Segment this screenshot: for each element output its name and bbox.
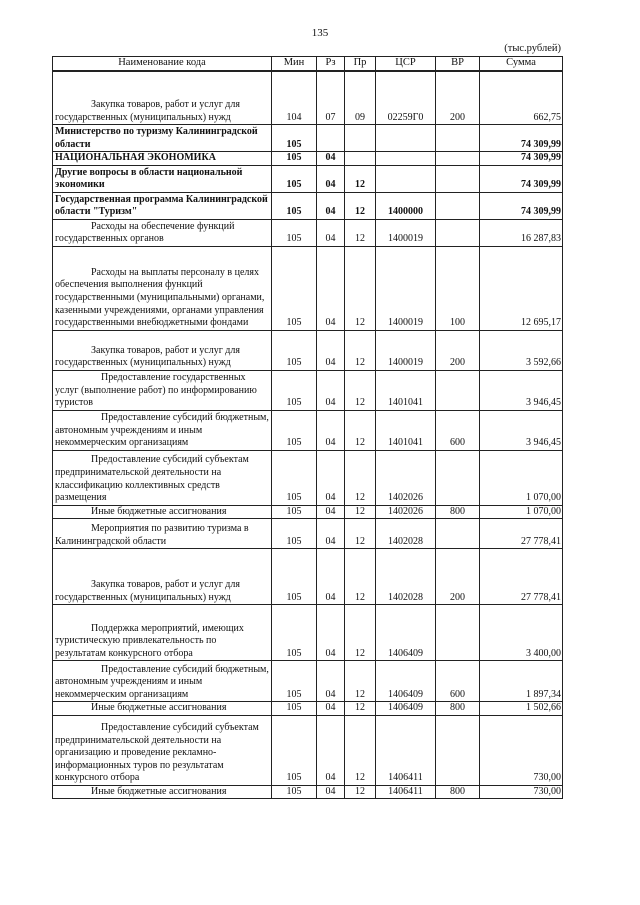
row-min: 105: [272, 410, 317, 450]
row-name: [53, 192, 272, 219]
table-row: [53, 370, 563, 410]
row-min: 105: [272, 165, 317, 192]
row-sum: 730,00: [480, 785, 563, 799]
row-name-text: Предоставление субсидий субъектам предпринимательской деятельности на классификацию коллективных средств размещения: [55, 454, 249, 504]
row-vr: 200: [436, 549, 480, 605]
row-csr: 02259Г0: [376, 71, 436, 125]
row-vr: [436, 715, 480, 785]
row-vr: [436, 125, 480, 152]
row-csr: 1402028: [376, 549, 436, 605]
table-row: [53, 702, 563, 716]
row-name: [53, 505, 272, 519]
row-vr: [436, 192, 480, 219]
row-min: 105: [272, 330, 317, 370]
row-csr: 1401041: [376, 370, 436, 410]
row-name: [53, 661, 272, 702]
row-name: [53, 71, 272, 125]
row-rz: 07: [317, 71, 345, 125]
table-row: [53, 715, 563, 785]
table-row: [53, 505, 563, 519]
row-min: 105: [272, 370, 317, 410]
row-vr: 600: [436, 410, 480, 450]
row-pr: [345, 125, 376, 152]
row-name-text: Мероприятия по развитию туризма в Калининградской области: [55, 523, 249, 547]
row-min: 105: [272, 661, 317, 702]
row-sum: 1 070,00: [480, 450, 563, 505]
row-pr: [345, 152, 376, 166]
header-min: Мин: [272, 57, 317, 71]
table-row: [53, 661, 563, 702]
row-name: [53, 715, 272, 785]
table-row: [53, 410, 563, 450]
row-csr: 1406409: [376, 702, 436, 716]
row-min: 105: [272, 450, 317, 505]
row-name: [53, 702, 272, 716]
table-row: [53, 165, 563, 192]
row-rz: 04: [317, 152, 345, 166]
row-name: [53, 219, 272, 246]
row-min: 105: [272, 505, 317, 519]
row-sum: 3 946,45: [480, 410, 563, 450]
row-sum: 74 309,99: [480, 125, 563, 152]
row-vr: [436, 219, 480, 246]
row-name-text: Иные бюджетные ассигнования: [91, 505, 227, 517]
row-vr: 200: [436, 71, 480, 125]
row-name-text: Расходы на обеспечение функций государственных органов: [55, 220, 235, 245]
row-csr: 1402028: [376, 519, 436, 549]
row-name-text: Министерство по туризму Калининградской области: [55, 125, 258, 150]
row-name: [53, 410, 272, 450]
row-rz: 04: [317, 370, 345, 410]
row-sum: 3 592,66: [480, 330, 563, 370]
table-row: [53, 549, 563, 605]
row-name-text: Иные бюджетные ассигнования: [91, 785, 227, 797]
units-label: (тыс.рублей): [504, 43, 561, 54]
row-vr: [436, 605, 480, 661]
header-pr: Пр: [345, 57, 376, 71]
row-pr: 12: [345, 661, 376, 702]
row-csr: [376, 152, 436, 166]
row-name: [53, 549, 272, 605]
row-csr: 1406411: [376, 715, 436, 785]
row-name: [53, 450, 272, 505]
row-csr: [376, 125, 436, 152]
row-min: 105: [272, 549, 317, 605]
table-row: [53, 219, 563, 246]
row-sum: 1 502,66: [480, 702, 563, 716]
row-pr: 12: [345, 702, 376, 716]
row-vr: [436, 165, 480, 192]
row-csr: 1402026: [376, 505, 436, 519]
row-rz: 04: [317, 505, 345, 519]
table-row: [53, 519, 563, 549]
row-min: 105: [272, 219, 317, 246]
row-sum: 3 946,45: [480, 370, 563, 410]
row-csr: 1401041: [376, 410, 436, 450]
row-pr: 12: [345, 785, 376, 799]
page-number: 135: [311, 27, 329, 39]
row-rz: 04: [317, 165, 345, 192]
row-sum: 27 778,41: [480, 519, 563, 549]
row-min: 105: [272, 605, 317, 661]
row-min: 104: [272, 71, 317, 125]
header-csr: ЦСР: [376, 57, 436, 71]
row-sum: 12 695,17: [480, 246, 563, 330]
row-vr: 200: [436, 330, 480, 370]
row-rz: 04: [317, 410, 345, 450]
header-rz: Рз: [317, 57, 345, 71]
table-header-row: [53, 57, 563, 71]
row-name: [53, 370, 272, 410]
row-csr: 1406409: [376, 661, 436, 702]
row-sum: 662,75: [480, 71, 563, 125]
table-row: [53, 192, 563, 219]
row-rz: 04: [317, 450, 345, 505]
row-pr: 12: [345, 450, 376, 505]
row-sum: 730,00: [480, 715, 563, 785]
header-name: Наименование кода: [53, 57, 272, 71]
table-row: [53, 125, 563, 152]
row-rz: [317, 125, 345, 152]
row-rz: 04: [317, 661, 345, 702]
budget-table: [52, 56, 563, 799]
row-name-text: Предоставление субсидий бюджетным, автономным учреждениям и иным некоммерческим организациям: [55, 663, 269, 700]
row-name: [53, 330, 272, 370]
row-rz: 04: [317, 219, 345, 246]
table-row: [53, 330, 563, 370]
row-min: 105: [272, 246, 317, 330]
row-pr: 12: [345, 165, 376, 192]
row-name: [53, 165, 272, 192]
row-pr: 12: [345, 219, 376, 246]
table-row: [53, 246, 563, 330]
row-name: [53, 519, 272, 549]
table-row: [53, 785, 563, 799]
row-vr: 800: [436, 505, 480, 519]
row-name-text: Закупка товаров, работ и услуг для государственных (муниципальных) нужд: [55, 98, 240, 123]
row-vr: 100: [436, 246, 480, 330]
row-min: 105: [272, 152, 317, 166]
row-vr: [436, 450, 480, 505]
row-vr: 800: [436, 785, 480, 799]
row-sum: 1 897,34: [480, 661, 563, 702]
row-name-text: Государственная программа Калининградской области "Туризм": [55, 193, 268, 218]
row-vr: 600: [436, 661, 480, 702]
row-sum: 74 309,99: [480, 152, 563, 166]
row-pr: 12: [345, 330, 376, 370]
row-csr: 1400000: [376, 192, 436, 219]
table-row: [53, 71, 563, 125]
row-pr: 12: [345, 246, 376, 330]
row-sum: 74 309,99: [480, 165, 563, 192]
row-name-text: Другие вопросы в области национальной экономики: [55, 166, 243, 191]
row-pr: 09: [345, 71, 376, 125]
row-rz: 04: [317, 715, 345, 785]
row-pr: 12: [345, 410, 376, 450]
header-sum: Сумма: [480, 57, 563, 71]
row-min: 105: [272, 125, 317, 152]
row-csr: 1400019: [376, 246, 436, 330]
row-min: 105: [272, 715, 317, 785]
row-pr: 12: [345, 519, 376, 549]
row-pr: 12: [345, 715, 376, 785]
row-rz: 04: [317, 702, 345, 716]
row-name-text: НАЦИОНАЛЬНАЯ ЭКОНОМИКА: [55, 152, 216, 164]
row-min: 105: [272, 785, 317, 799]
row-csr: 1400019: [376, 330, 436, 370]
table-row: [53, 450, 563, 505]
row-sum: 16 287,83: [480, 219, 563, 246]
row-vr: 800: [436, 702, 480, 716]
row-name-text: Предоставление субсидий субъектам предпринимательской деятельности на организацию и проведение рекламно-информационных туров по результатам конкурсного отбора: [55, 721, 259, 784]
row-name: [53, 785, 272, 799]
row-pr: 12: [345, 549, 376, 605]
row-name: [53, 246, 272, 330]
row-name-text: Предоставление государственных услуг (выполнение работ) по информированию туристов: [55, 371, 257, 409]
header-vr: ВР: [436, 57, 480, 71]
row-pr: 12: [345, 370, 376, 410]
row-min: 105: [272, 702, 317, 716]
row-csr: 1406411: [376, 785, 436, 799]
row-rz: 04: [317, 192, 345, 219]
row-name-text: Закупка товаров, работ и услуг для государственных (муниципальных) нужд: [55, 579, 240, 603]
row-rz: 04: [317, 785, 345, 799]
row-sum: 74 309,99: [480, 192, 563, 219]
row-pr: 12: [345, 605, 376, 661]
row-sum: 3 400,00: [480, 605, 563, 661]
row-vr: [436, 519, 480, 549]
row-name-text: Расходы на выплаты персоналу в целях обеспечения выполнения функций государственными (муниципальными) органами, казенными учреждениями, органами управления государственными внебюджетными фондами: [55, 266, 265, 329]
row-rz: 04: [317, 605, 345, 661]
row-csr: [376, 165, 436, 192]
row-name: [53, 125, 272, 152]
table-row: [53, 605, 563, 661]
row-rz: 04: [317, 549, 345, 605]
row-name-text: Поддержка мероприятий, имеющих туристическую привлекательность по результатам конкурсного отбора: [55, 622, 244, 659]
table-row: [53, 152, 563, 166]
row-csr: 1402026: [376, 450, 436, 505]
row-vr: [436, 152, 480, 166]
row-rz: 04: [317, 246, 345, 330]
row-csr: 1406409: [376, 605, 436, 661]
row-name: [53, 605, 272, 661]
row-sum: 27 778,41: [480, 549, 563, 605]
row-vr: [436, 370, 480, 410]
row-min: 105: [272, 192, 317, 219]
row-name-text: Иные бюджетные ассигнования: [91, 702, 227, 714]
row-sum: 1 070,00: [480, 505, 563, 519]
row-pr: 12: [345, 192, 376, 219]
row-rz: 04: [317, 519, 345, 549]
row-csr: 1400019: [376, 219, 436, 246]
row-min: 105: [272, 519, 317, 549]
row-name: [53, 152, 272, 166]
row-name-text: Предоставление субсидий бюджетным, автономным учреждениям и иным некоммерческим организациям: [55, 411, 269, 449]
row-name-text: Закупка товаров, работ и услуг для государственных (муниципальных) нужд: [55, 344, 240, 369]
row-rz: 04: [317, 330, 345, 370]
row-pr: 12: [345, 505, 376, 519]
